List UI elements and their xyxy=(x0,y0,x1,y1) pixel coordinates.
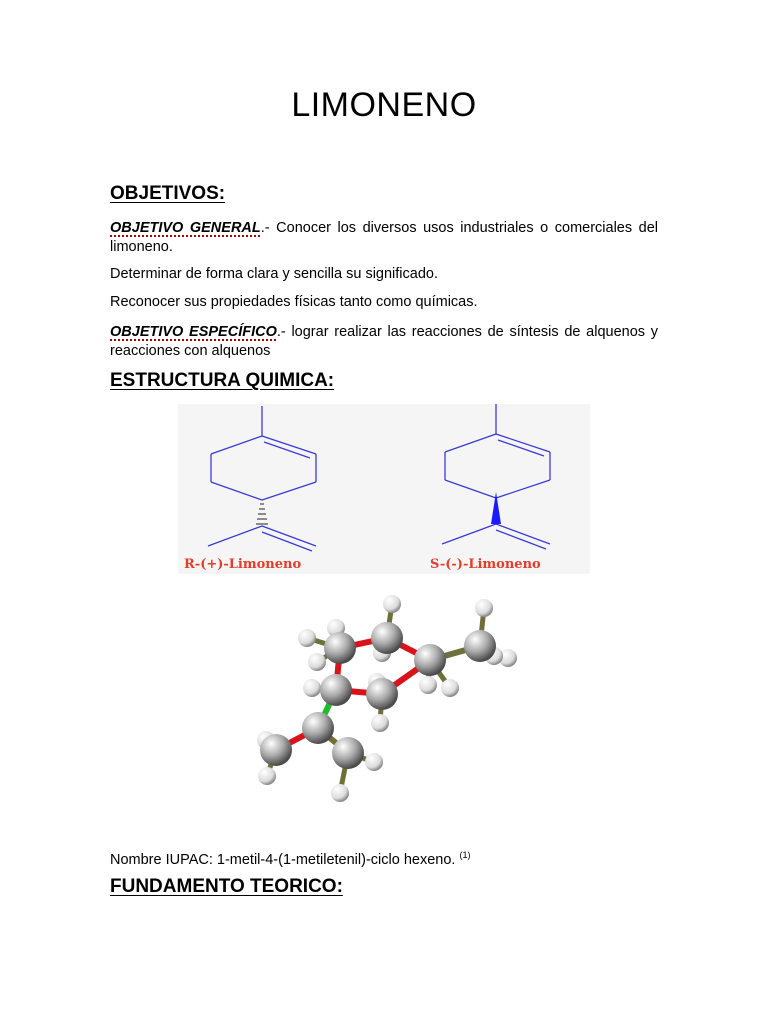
objetivos-heading: OBJETIVOS: xyxy=(110,183,226,204)
iupac-text: Nombre IUPAC: 1-metil-4-(1-metiletenil)-ciclo hexeno. xyxy=(110,851,456,868)
limonene-2d-structures xyxy=(178,404,590,574)
iupac-line xyxy=(110,846,658,870)
carbon-atoms xyxy=(260,622,496,769)
iupac-reference: (1) xyxy=(459,850,471,860)
page-title: LIMONENO xyxy=(291,86,477,124)
objetivo-especifico-text: .- lograr realizar las reacciones de síntesis de alquenos y reacciones con alquenos xyxy=(110,324,659,359)
s-limoneno-label: S-(-)-Limoneno xyxy=(430,557,541,572)
objetivo-general-paragraph xyxy=(110,219,658,257)
r-limoneno-label: R-(+)-Limoneno xyxy=(184,557,302,572)
paragraph-significado: Determinar de forma clara y sencilla su significado. xyxy=(110,266,438,282)
paragraph-propiedades: Reconocer sus propiedades físicas tanto como químicas. xyxy=(110,294,478,310)
objetivo-general-text: .- Conocer los diversos usos industriales o comerciales del limoneno. xyxy=(110,220,658,255)
limonene-3d-model xyxy=(232,578,532,808)
objetivo-especifico-label: OBJETIVO ESPECÍFICO xyxy=(110,324,277,340)
objetivo-especifico-paragraph xyxy=(110,323,658,361)
objetivo-general-label: OBJETIVO GENERAL xyxy=(110,220,261,236)
estructura-heading: ESTRUCTURA QUIMICA: xyxy=(110,370,335,391)
fundamento-heading: FUNDAMENTO TEORICO: xyxy=(110,876,343,897)
